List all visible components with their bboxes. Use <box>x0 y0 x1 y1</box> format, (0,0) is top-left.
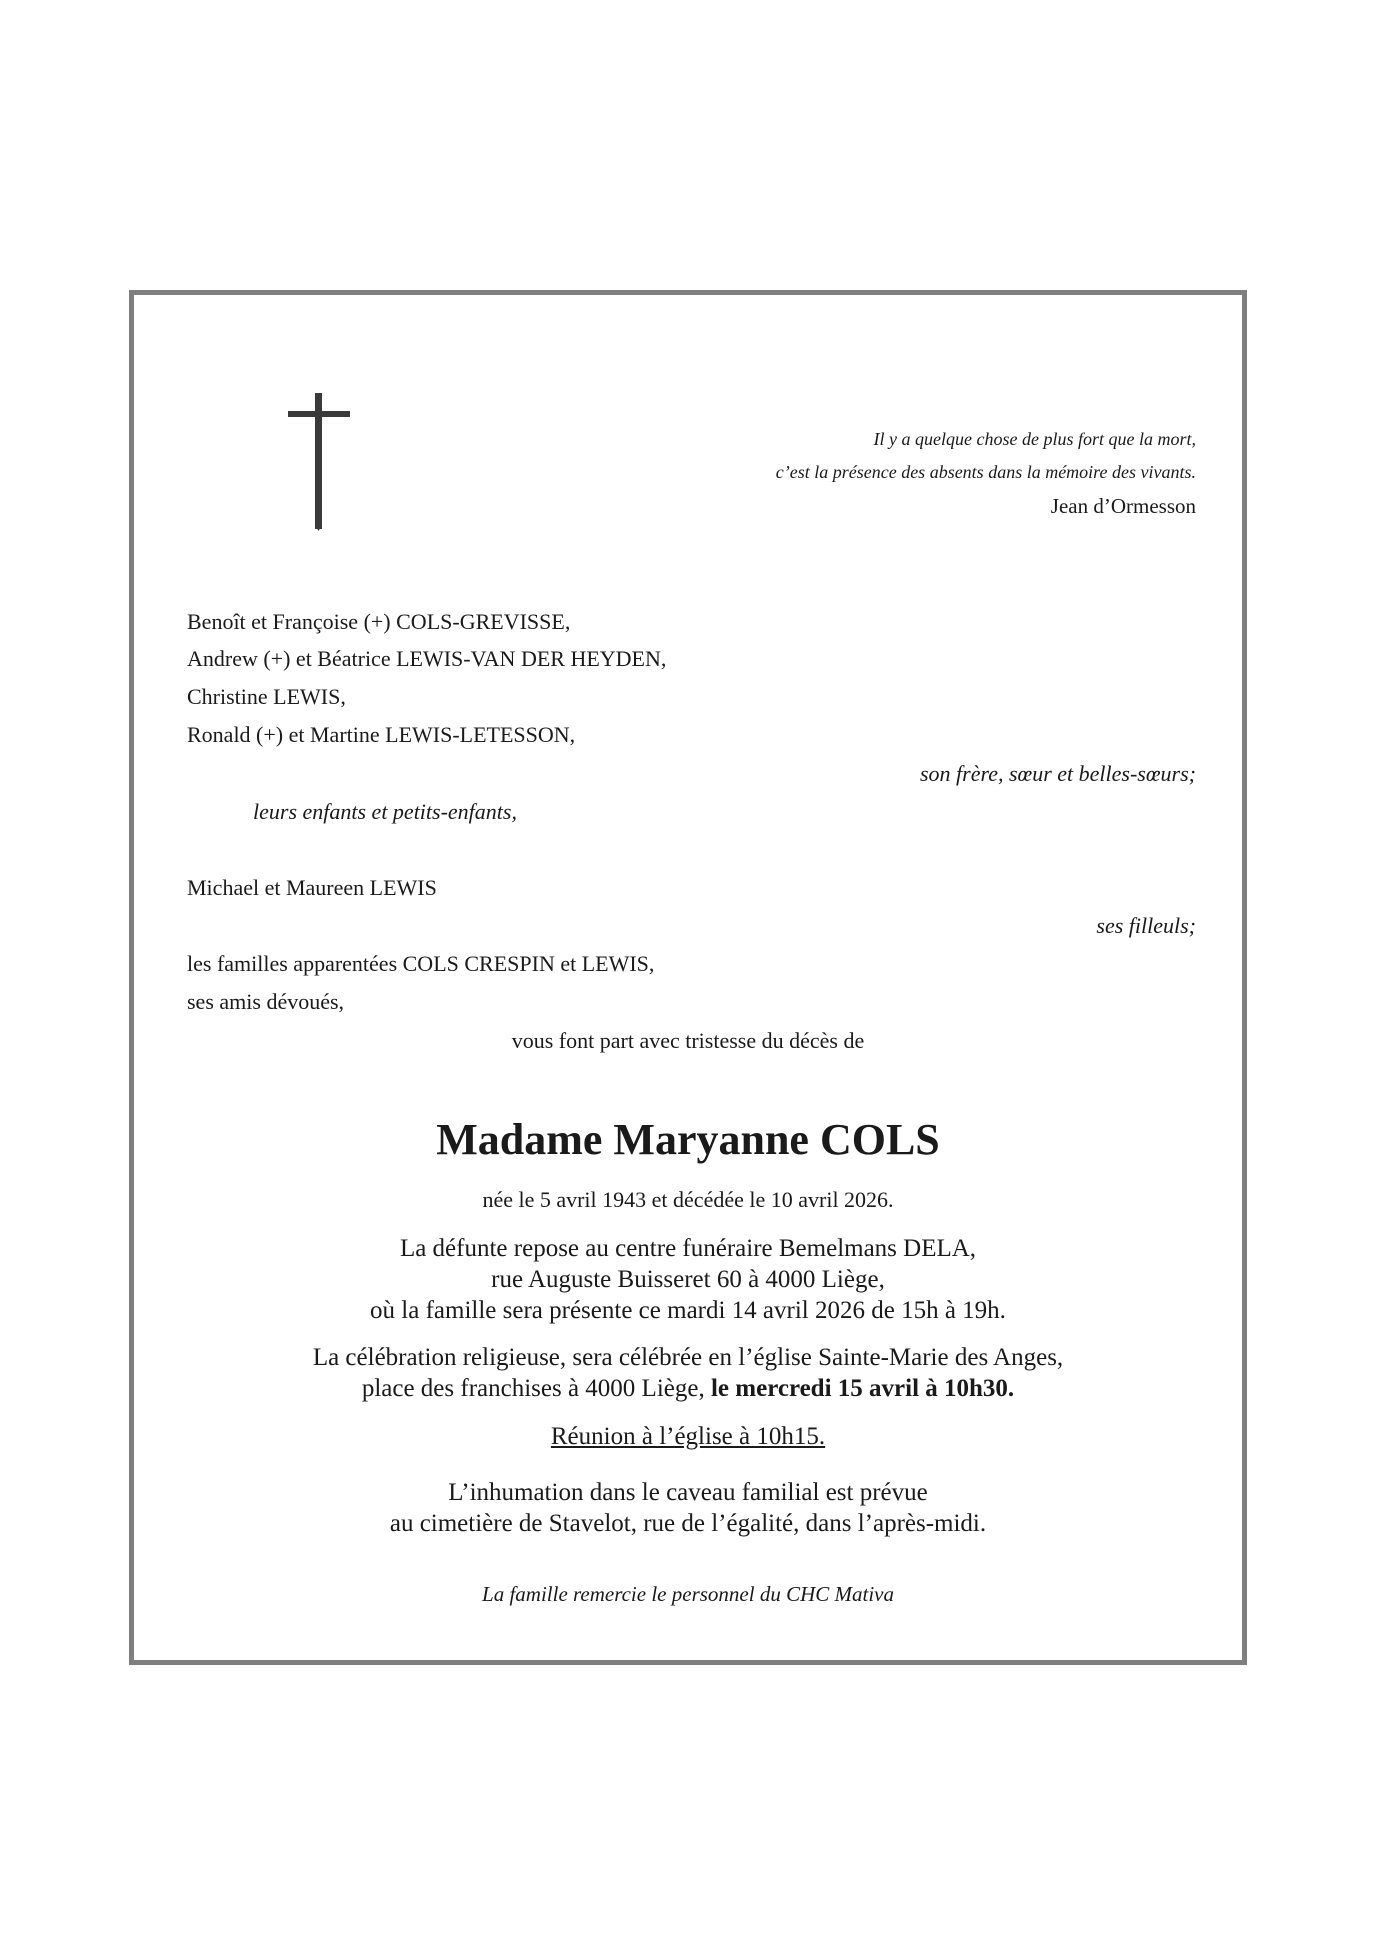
quote-line-2: c’est la présence des absents dans la mémoire des vivants. <box>775 462 1196 482</box>
thanks-line: La famille remercie le personnel du CHC Mativa <box>482 1582 894 1606</box>
announcement: vous font part avec tristesse du décès de <box>511 1028 865 1053</box>
deceased-name: Madame Maryanne COLS <box>436 1115 940 1164</box>
relation-godchildren: ses filleuls; <box>1096 913 1196 938</box>
ceremony-datetime: le mercredi 15 avril à 10h30. <box>710 1375 1015 1402</box>
rest-line-2: rue Auguste Buisseret 60 à 4000 Liège, <box>491 1266 885 1293</box>
burial-info <box>129 1477 1247 1539</box>
family-line-3: Christine LEWIS, <box>187 684 346 709</box>
ceremony-line-1: La célébration religieuse, sera célébrée en l’église Sainte-Marie des Anges, <box>312 1344 1064 1371</box>
quote-author: Jean d’Ormesson <box>1050 494 1196 518</box>
quote-line-1: Il y a quelque chose de plus fort que la mort, <box>873 429 1196 449</box>
burial-line-1: L’inhumation dans le caveau familial est prévue <box>448 1479 928 1506</box>
rest-line-3: où la famille sera présente ce mardi 14 avril 2026 de 15h à 19h. <box>370 1297 1006 1324</box>
ceremony-info <box>129 1342 1247 1404</box>
latin-cross-icon <box>288 393 350 531</box>
children-line: leurs enfants et petits-enfants, <box>253 799 517 824</box>
deceased-dates: née le 5 avril 1943 et décédée le 10 avril 2026. <box>482 1187 894 1212</box>
burial-line-2: au cimetière de Stavelot, rue de l’égalité, dans l’après-midi. <box>389 1510 987 1537</box>
godchildren-names: Michael et Maureen LEWIS <box>187 875 437 900</box>
relation-siblings: son frère, sœur et belles-sœurs; <box>919 761 1196 786</box>
family-line-4: Ronald (+) et Martine LEWIS-LETESSON, <box>187 722 576 747</box>
meeting-text: Réunion à l’église à 10h15. <box>550 1423 826 1450</box>
related-families: les familles apparentées COLS CRESPIN et LEWIS, <box>187 951 655 976</box>
rest-line-1: La défunte repose au centre funéraire Bemelmans DELA, <box>399 1235 977 1262</box>
meeting-line <box>129 1424 1247 1449</box>
family-line-1: Benoît et Françoise (+) COLS-GREVISSE, <box>187 609 571 634</box>
ceremony-place: place des franchises à 4000 Liège, <box>361 1375 711 1402</box>
friends-line: ses amis dévoués, <box>187 989 345 1014</box>
rest-info <box>129 1233 1247 1326</box>
family-line-2: Andrew (+) et Béatrice LEWIS-VAN DER HEYDEN, <box>187 646 667 671</box>
ceremony-line-2 <box>129 1373 1247 1404</box>
